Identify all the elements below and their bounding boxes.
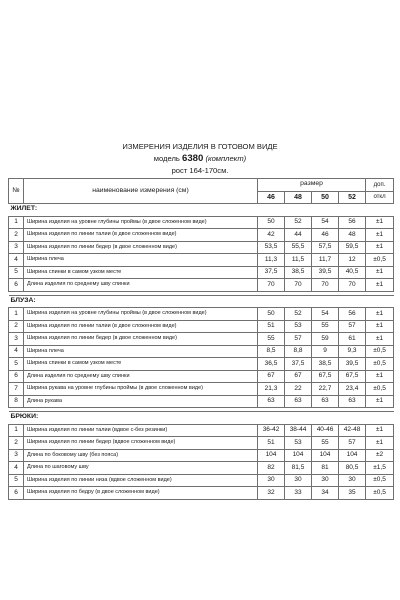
row-number: 5 [9,358,24,371]
measurement-name: Ширина плеча [24,345,258,358]
table-row [9,358,394,371]
row-number: 4 [9,345,24,358]
tolerance-value: ±1 [366,424,394,437]
size-value: 61 [339,333,366,346]
size-value: 51 [258,320,285,333]
measurement-name: Ширина изделия по линии талии (в двое сложенном виде) [24,320,258,333]
table-row [9,383,394,396]
size-value: 37,5 [285,358,312,371]
model-note: (комплект) [205,154,247,163]
tolerance-value: ±0,5 [366,358,394,371]
row-number: 1 [9,308,24,321]
size-value: 80,5 [339,462,366,475]
size-value: 39,5 [339,358,366,371]
size-value: 104 [258,449,285,462]
size-value: 52 [285,308,312,321]
table-row [9,462,394,475]
size-value: 82 [258,462,285,475]
document-title: ИЗМЕРЕНИЯ ИЗДЕЛИЯ В ГОТОВОМ ВИДЕ [122,142,278,151]
row-number: 1 [9,424,24,437]
size-value: 30 [258,474,285,487]
size-value: 23,4 [339,383,366,396]
model-label: модель [153,154,180,163]
size-value: 11,3 [258,254,285,267]
size-value: 36,5 [258,358,285,371]
row-number: 8 [9,395,24,408]
tolerance-value: ±0,5 [366,474,394,487]
measurement-name: Ширина изделия по линии талии (в двое сложенном виде) [24,229,258,242]
measurement-name: Ширина спинки в самом узком месте [24,358,258,371]
section-row [9,295,394,308]
size-value: 54 [312,308,339,321]
size-value: 52 [285,216,312,229]
measurement-name: Ширина спинки в самом узком месте [24,266,258,279]
measurement-name: Ширина плеча [24,254,258,267]
size-value: 67,5 [312,370,339,383]
tolerance-value: ±1 [366,395,394,408]
row-number: 7 [9,383,24,396]
size-value: 48 [339,229,366,242]
size-value: 63 [258,395,285,408]
measurement-name: Ширина изделия на уровне глубины проймы (в двое сложенном виде) [24,308,258,321]
table-row [9,216,394,229]
tolerance-value: ±1 [366,437,394,450]
tolerance-value: ±1 [366,320,394,333]
size-value: 57,5 [312,241,339,254]
table-row [9,474,394,487]
size-value: 53 [285,437,312,450]
size-value: 56 [339,216,366,229]
measurement-name: Ширина изделия по линии бедер (вдвое сложенном виде) [24,437,258,450]
size-value: 8,5 [258,345,285,358]
size-value: 59,5 [339,241,366,254]
measurements-table [8,178,394,500]
row-number: 3 [9,333,24,346]
size-header: 46 [258,191,285,204]
tolerance-value: ±1 [366,241,394,254]
size-value: 30 [339,474,366,487]
measurement-name: Ширина изделия по линии низа (вдвое сложенном виде) [24,474,258,487]
table-row [9,370,394,383]
size-value: 44 [285,229,312,242]
measurement-name: Длина изделия по среднему шву спинки [24,279,258,292]
size-value: 38,5 [285,266,312,279]
size-value: 11,5 [285,254,312,267]
table-row [9,345,394,358]
size-value: 8,8 [285,345,312,358]
tolerance-value: ±1 [366,333,394,346]
tolerance-value: ±2 [366,449,394,462]
size-value: 22,7 [312,383,339,396]
col-dop-header: доп. [366,179,394,192]
table-row [9,333,394,346]
size-value: 70 [285,279,312,292]
row-number: 3 [9,449,24,462]
section-title: ЖИЛЕТ: [9,204,394,217]
size-value: 56 [339,308,366,321]
measurement-name: Ширина изделия на уровне глубины проймы (в двое сложенном виде) [24,216,258,229]
tolerance-value: ±0,5 [366,254,394,267]
size-value: 81,5 [285,462,312,475]
size-value: 35 [339,487,366,500]
size-value: 81 [312,462,339,475]
size-value: 11,7 [312,254,339,267]
col-otkl-header: откл [366,191,394,204]
size-value: 67 [258,370,285,383]
size-value: 54 [312,216,339,229]
size-value: 33 [285,487,312,500]
table-row [9,487,394,500]
size-value: 9 [312,345,339,358]
size-value: 104 [285,449,312,462]
tolerance-value: ±0,5 [366,487,394,500]
table-row [9,279,394,292]
size-value: 42-48 [339,424,366,437]
measurement-name: Ширина изделия по линии бедер (в двое сложенном виде) [24,241,258,254]
size-value: 104 [339,449,366,462]
size-value: 51 [258,437,285,450]
size-value: 70 [312,279,339,292]
size-value: 104 [312,449,339,462]
header-row [9,179,394,192]
size-value: 22 [285,383,312,396]
row-number: 1 [9,216,24,229]
size-value: 37,5 [258,266,285,279]
size-value: 50 [258,216,285,229]
size-value: 55,5 [285,241,312,254]
table-row [9,308,394,321]
size-value: 55 [258,333,285,346]
size-value: 50 [258,308,285,321]
section-row [9,204,394,217]
measurement-name: Ширина изделия по бедру (в двое сложенном виде) [24,487,258,500]
size-value: 38,5 [312,358,339,371]
size-value: 21,3 [258,383,285,396]
size-value: 59 [312,333,339,346]
tolerance-value: ±1 [366,266,394,279]
measurement-name: Длина рукава [24,395,258,408]
size-header: 48 [285,191,312,204]
row-number: 5 [9,474,24,487]
table-row [9,437,394,450]
size-value: 53 [285,320,312,333]
row-number: 6 [9,487,24,500]
size-value: 57 [339,320,366,333]
section-title: БРЮКИ: [9,412,394,425]
table-row [9,320,394,333]
measurement-name: Длина по боковому шву (без пояса) [24,449,258,462]
row-number: 6 [9,370,24,383]
size-value: 63 [312,395,339,408]
measurement-name: Длина изделия по среднему шву спинки [24,370,258,383]
size-value: 12 [339,254,366,267]
size-value: 30 [285,474,312,487]
table-row [9,266,394,279]
row-number: 3 [9,241,24,254]
row-number: 2 [9,229,24,242]
col-size-header: размер [258,179,366,192]
table-row [9,241,394,254]
tolerance-value: ±0,5 [366,383,394,396]
size-value: 32 [258,487,285,500]
size-value: 55 [312,437,339,450]
col-name-header: наименование измерения (см) [24,179,258,204]
size-value: 38-44 [285,424,312,437]
size-value: 46 [312,229,339,242]
row-number: 2 [9,320,24,333]
size-value: 53,5 [258,241,285,254]
table-row [9,424,394,437]
tolerance-value: ±1,5 [366,462,394,475]
table-row [9,395,394,408]
size-value: 67,5 [339,370,366,383]
size-value: 70 [258,279,285,292]
size-value: 40,5 [339,266,366,279]
tolerance-value: ±0,5 [366,345,394,358]
size-value: 30 [312,474,339,487]
row-number: 4 [9,254,24,267]
col-no-header: № [9,179,24,204]
measurement-name: Ширина рукава на уровне глубины проймы (в двое сложенном виде) [24,383,258,396]
size-value: 70 [339,279,366,292]
tolerance-value: ±1 [366,370,394,383]
table-row [9,254,394,267]
row-number: 4 [9,462,24,475]
model-line [0,154,400,164]
size-header: 52 [339,191,366,204]
size-value: 57 [285,333,312,346]
row-number: 2 [9,437,24,450]
table-row [9,449,394,462]
tolerance-value: ±1 [366,216,394,229]
size-value: 67 [285,370,312,383]
size-value: 9,3 [339,345,366,358]
size-header: 50 [312,191,339,204]
section-row [9,412,394,425]
model-number: 6380 [181,153,204,164]
size-value: 39,5 [312,266,339,279]
measurement-name: Длина по шаговому шву [24,462,258,475]
size-value: 55 [312,320,339,333]
measurement-name: Ширина изделия по линии бедер (в двое сложенном виде) [24,333,258,346]
size-value: 34 [312,487,339,500]
size-value: 63 [285,395,312,408]
row-number: 6 [9,279,24,292]
row-number: 5 [9,266,24,279]
tolerance-value: ±1 [366,229,394,242]
size-value: 36-42 [258,424,285,437]
size-value: 42 [258,229,285,242]
section-title: БЛУЗА: [9,295,394,308]
size-value: 63 [339,395,366,408]
height-line: рост 164-170см. [171,166,229,175]
tolerance-value: ±1 [366,308,394,321]
tolerance-value: ±1 [366,279,394,292]
table-row [9,229,394,242]
size-value: 57 [339,437,366,450]
size-value: 40-46 [312,424,339,437]
measurement-name: Ширина изделия по линии талии (вдвое с-без резинки) [24,424,258,437]
